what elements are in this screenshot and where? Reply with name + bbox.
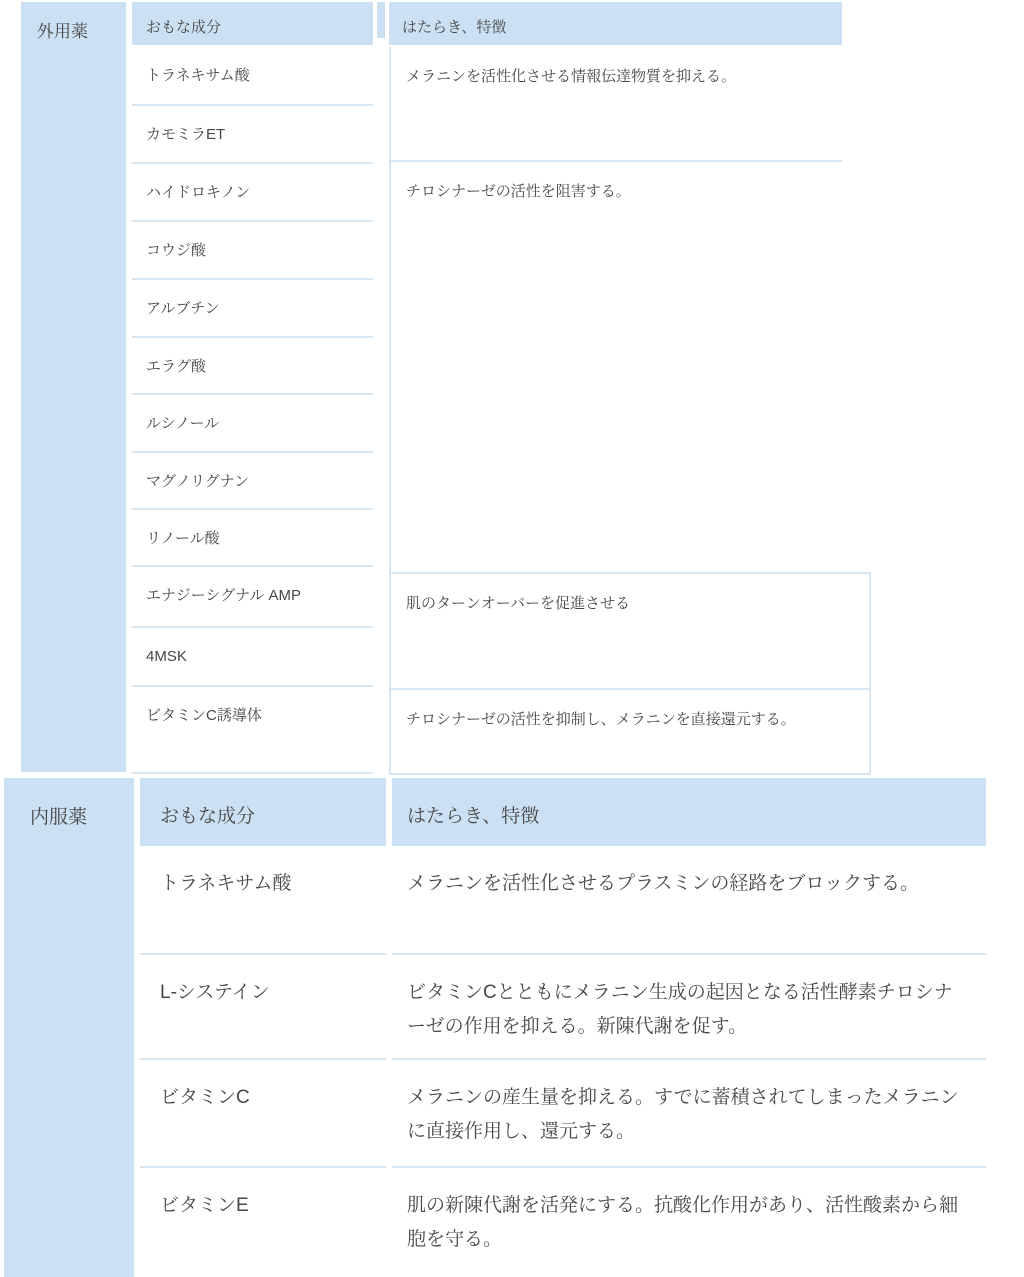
ingredient-cell: トラネキサム酸 [132, 47, 373, 106]
ingredient-cell: L-システイン [140, 955, 386, 1060]
effect-cell: チロシナーゼの活性を抑制し、メラニンを直接還元する。 [389, 688, 871, 775]
effect-cell: 肌のターンオーバーを促進させる [389, 572, 871, 688]
effect-cell: メラニンを活性化させるプラスミンの経路をブロックする。 [392, 846, 986, 955]
column-header-effect: はたらき、特徴 [392, 778, 986, 846]
ingredient-cell: ルシノール [132, 395, 373, 453]
ingredient-cell: ビタミンE [140, 1168, 386, 1277]
effect-cell: ビタミンCとともにメラニン生成の起因となる活性酵素チロシナーゼの作用を抑える。新陳代謝を促す。 [392, 955, 986, 1060]
ingredient-cell: アルブチン [132, 280, 373, 338]
ingredient-cell: リノール酸 [132, 510, 373, 567]
ingredient-cell: ビタミンC誘導体 [132, 687, 373, 774]
ingredient-cell: マグノリグナン [132, 453, 373, 510]
column-header-effect: はたらき、特徴 [389, 2, 842, 45]
ingredient-cell: コウジ酸 [132, 222, 373, 280]
category-cell-topical: 外用薬 [21, 2, 126, 772]
ingredient-cell: トラネキサム酸 [140, 846, 386, 955]
column-header-ingredient: おもな成分 [140, 778, 386, 846]
ingredient-cell: エラグ酸 [132, 338, 373, 395]
ingredient-cell: ビタミンC [140, 1060, 386, 1168]
effect-cell: 肌の新陳代謝を活発にする。抗酸化作用があり、活性酸素から細胞を守る。 [392, 1168, 986, 1277]
ingredient-cell: カモミラET [132, 106, 373, 164]
header-divider-sliver [377, 2, 385, 38]
ingredient-cell: エナジーシグナル AMP [132, 567, 373, 628]
column-header-ingredient: おもな成分 [132, 2, 373, 45]
category-cell-oral: 内服薬 [4, 778, 134, 1277]
effect-cell: メラニンを活性化させる情報伝達物質を抑える。 [389, 47, 842, 162]
effect-cell: メラニンの産生量を抑える。すでに蓄積されてしまったメラニンに直接作用し、還元する。 [392, 1060, 986, 1168]
ingredient-cell: ハイドロキノン [132, 164, 373, 222]
effect-cell: チロシナーゼの活性を阻害する。 [389, 162, 842, 572]
ingredient-cell: 4MSK [132, 628, 373, 687]
